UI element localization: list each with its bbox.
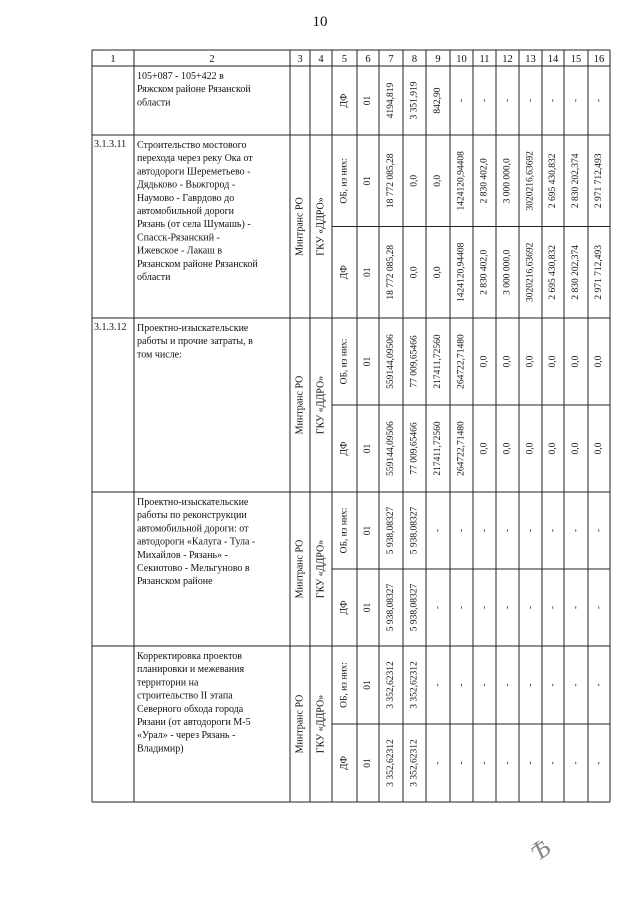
amount-cell: - bbox=[525, 98, 536, 103]
amount-cell: - bbox=[571, 761, 581, 765]
amount-cell: - bbox=[502, 528, 513, 533]
amount-cell: 3 352,62312 bbox=[386, 661, 396, 709]
amount-cell: - bbox=[571, 98, 581, 103]
header-cell: 15 bbox=[570, 54, 582, 65]
row-number: 3.1.3.11 bbox=[94, 139, 127, 150]
executor-org: ГКУ «ДДРО» bbox=[315, 694, 327, 754]
row-name-line: Проектно-изыскательские bbox=[137, 323, 249, 334]
amount-cell: 2 830 402,0 bbox=[479, 158, 490, 204]
row-name-line: том числе: bbox=[137, 349, 182, 361]
row-name-line: Проектно-изыскательские bbox=[137, 497, 249, 508]
responsible-org: Минтранс РО bbox=[294, 539, 306, 599]
amount-cell: - bbox=[594, 605, 604, 610]
row-name-line: Спасск-Рязанский - bbox=[137, 232, 220, 244]
header-cell: 2 bbox=[209, 54, 215, 65]
executor-org: ГКУ «ДДРО» bbox=[315, 197, 327, 256]
amount-cell: 0,0 bbox=[525, 442, 536, 455]
amount-cell: 0,0 bbox=[433, 266, 443, 279]
amount-cell: - bbox=[571, 605, 581, 610]
amount-cell: 0,0 bbox=[409, 266, 420, 279]
amount-cell: 2 830 202,374 bbox=[571, 244, 581, 300]
funding-source: ДФ bbox=[339, 265, 350, 280]
row-name-line: Михайлов - Рязань» - bbox=[137, 549, 228, 561]
row-name-line: автомобильной дороги: от bbox=[137, 523, 249, 535]
row-name-line: Корректировка проектов bbox=[137, 651, 243, 662]
amount-cell: 3020216,63692 bbox=[525, 242, 536, 302]
amount-cell: 2 830 402,0 bbox=[479, 249, 490, 295]
amount-cell: 3 352,62312 bbox=[409, 739, 420, 787]
amount-cell: - bbox=[456, 528, 467, 533]
code-cell: 01 bbox=[363, 602, 373, 613]
code-cell: 01 bbox=[363, 267, 373, 277]
code-cell: 01 bbox=[363, 443, 373, 454]
amount-cell: 0,0 bbox=[571, 442, 581, 455]
amount-cell: 2 695 430,832 bbox=[548, 244, 558, 300]
row-name-line: Рязанском районе Рязанской bbox=[137, 258, 258, 270]
amount-cell: 0,0 bbox=[409, 174, 420, 187]
amount-cell: 0,0 bbox=[502, 355, 513, 368]
amount-cell: - bbox=[594, 528, 604, 533]
amount-cell: 0,0 bbox=[433, 174, 443, 187]
amount-cell: - bbox=[502, 98, 513, 103]
amount-cell: - bbox=[456, 761, 467, 765]
amount-cell: 559144,09506 bbox=[386, 334, 396, 389]
amount-cell: 18 772 085,28 bbox=[386, 153, 396, 209]
amount-cell: 2 695 430,832 bbox=[548, 153, 558, 209]
header-cell: 4 bbox=[318, 54, 324, 65]
executor-org: ГКУ «ДДРО» bbox=[315, 375, 327, 435]
amount-cell: - bbox=[479, 683, 490, 687]
amount-cell: - bbox=[525, 683, 536, 687]
row-name-line: Наумово - Гаврдово до bbox=[137, 192, 235, 204]
funding-source: ОБ, из них: bbox=[339, 507, 350, 554]
row-name-line: работы и прочие затраты, в bbox=[137, 336, 253, 348]
amount-cell: - bbox=[479, 528, 490, 533]
amount-cell: 3 000 000,0 bbox=[502, 249, 513, 295]
funding-source: ОБ, из них: bbox=[339, 662, 350, 708]
amount-cell: - bbox=[433, 761, 443, 765]
header-cell: 5 bbox=[341, 54, 348, 65]
amount-cell: 559144,09506 bbox=[386, 421, 396, 476]
row-name-line: перехода через реку Ока от bbox=[137, 153, 253, 165]
code-cell: 01 bbox=[363, 356, 373, 367]
amount-cell: 1424120,94408 bbox=[456, 242, 467, 302]
amount-cell: 18 772 085,28 bbox=[386, 244, 396, 300]
row-name-line: автодороги «Калуга - Тула - bbox=[137, 536, 256, 548]
amount-cell: - bbox=[433, 528, 443, 533]
page-number: 10 bbox=[312, 14, 328, 30]
header-cell: 9 bbox=[435, 54, 441, 65]
amount-cell: 0,0 bbox=[548, 442, 558, 455]
amount-cell: - bbox=[479, 605, 490, 610]
amount-cell: 77 009,65466 bbox=[409, 422, 420, 475]
amount-cell: 2 830 202,374 bbox=[571, 153, 581, 209]
header-cell: 7 bbox=[388, 54, 394, 65]
amount-cell: 5 938,08327 bbox=[386, 506, 396, 555]
row-name-line: области bbox=[137, 272, 171, 283]
amount-cell: 2 971 712,493 bbox=[594, 244, 604, 300]
header-cell: 14 bbox=[547, 54, 559, 65]
amount-cell: - bbox=[456, 683, 467, 687]
row-name-line: Северного обхода города bbox=[137, 703, 244, 715]
row-name-line: Ижевское - Лакаш в bbox=[137, 245, 223, 257]
row-name-line: «Урал» - через Рязань - bbox=[137, 730, 236, 742]
amount-cell: 77 009,65466 bbox=[409, 335, 420, 388]
header-cell: 8 bbox=[411, 54, 418, 65]
amount-cell: - bbox=[594, 761, 604, 765]
amount-cell: 4194,819 bbox=[386, 82, 396, 119]
row-name-line: автомобильной дороги bbox=[137, 206, 235, 217]
amount-cell: - bbox=[479, 761, 490, 765]
funding-source: ДФ bbox=[339, 93, 350, 108]
funding-source: ДФ bbox=[339, 441, 350, 456]
row-name-line: территории на bbox=[137, 677, 199, 689]
amount-cell: 0,0 bbox=[525, 355, 536, 368]
row-name-line: Ряжском районе Рязанской bbox=[137, 84, 251, 96]
row-name-line: работы по реконструкции bbox=[137, 510, 247, 522]
amount-cell: - bbox=[548, 605, 558, 610]
amount-cell: 5 938,08327 bbox=[409, 583, 420, 632]
header-cell: 11 bbox=[479, 54, 490, 65]
signature-mark: Ѣ bbox=[524, 832, 556, 867]
amount-cell: 0,0 bbox=[594, 355, 604, 368]
row-number: 3.1.3.12 bbox=[94, 322, 127, 333]
amount-cell: 217411,72560 bbox=[433, 334, 443, 389]
amount-cell: - bbox=[456, 98, 467, 103]
amount-cell: 3 351,919 bbox=[409, 81, 420, 120]
amount-cell: - bbox=[502, 605, 513, 610]
amount-cell: - bbox=[433, 605, 443, 610]
funding-source: ОБ, из них: bbox=[339, 338, 350, 385]
amount-cell: 3 352,62312 bbox=[409, 661, 420, 709]
amount-cell: - bbox=[456, 605, 467, 610]
amount-cell: 3 000 000,0 bbox=[502, 158, 513, 204]
row-name-line: Строительство мостового bbox=[137, 140, 247, 151]
amount-cell: - bbox=[479, 98, 490, 103]
responsible-org: Минтранс РО bbox=[294, 694, 306, 754]
amount-cell: 264722,71480 bbox=[456, 421, 467, 476]
code-cell: 01 bbox=[363, 176, 373, 186]
code-cell: 01 bbox=[363, 525, 373, 536]
amount-cell: - bbox=[525, 605, 536, 610]
amount-cell: - bbox=[525, 761, 536, 765]
amount-cell: 0,0 bbox=[502, 442, 513, 455]
amount-cell: 5 938,08327 bbox=[386, 583, 396, 632]
row-name-line: Рязани (от автодороги М-5 bbox=[137, 717, 251, 728]
row-name-line: Рязанском районе bbox=[137, 576, 213, 588]
amount-cell: - bbox=[548, 528, 558, 533]
funding-source: ДФ bbox=[339, 600, 350, 615]
executor-org: ГКУ «ДДРО» bbox=[315, 539, 327, 599]
responsible-org: Минтранс РО bbox=[294, 197, 306, 256]
row-name-line: строительство II этапа bbox=[137, 690, 233, 702]
amount-cell: - bbox=[571, 683, 581, 687]
header-cell: 1 bbox=[110, 54, 116, 65]
amount-cell: 217411,72560 bbox=[433, 421, 443, 476]
amount-cell: 3 352,62312 bbox=[386, 739, 396, 787]
amount-cell: 842,90 bbox=[433, 87, 443, 114]
amount-cell: - bbox=[594, 683, 604, 687]
row-name-line: автодороги Шереметьево - bbox=[137, 166, 251, 178]
amount-cell: - bbox=[548, 761, 558, 765]
code-cell: 01 bbox=[363, 680, 373, 690]
amount-cell: 264722,71480 bbox=[456, 334, 467, 389]
code-cell: 01 bbox=[363, 758, 373, 768]
row-name-line: области bbox=[137, 97, 171, 109]
row-name-line: 105+087 - 105+422 в bbox=[137, 71, 224, 82]
amount-cell: 2 971 712,493 bbox=[594, 153, 604, 209]
responsible-org: Минтранс РО bbox=[294, 375, 306, 435]
row-name-line: Рязань (от села Шумашь) - bbox=[137, 219, 251, 231]
funding-source: ДФ bbox=[339, 756, 350, 770]
header-cell: 6 bbox=[365, 54, 371, 65]
amount-cell: 0,0 bbox=[548, 355, 558, 368]
amount-cell: - bbox=[525, 528, 536, 533]
header-cell: 12 bbox=[502, 54, 513, 65]
header-cell: 3 bbox=[297, 54, 303, 65]
code-cell: 01 bbox=[363, 95, 373, 106]
row-name-line: Секиотово - Мельгуново в bbox=[137, 563, 250, 574]
header-cell: 10 bbox=[456, 54, 467, 65]
amount-cell: 0,0 bbox=[479, 442, 490, 455]
amount-cell: 1424120,94408 bbox=[456, 151, 467, 211]
amount-cell: - bbox=[502, 683, 513, 687]
header-cell: 16 bbox=[593, 54, 605, 65]
amount-cell: - bbox=[548, 98, 558, 103]
amount-cell: - bbox=[502, 761, 513, 765]
amount-cell: - bbox=[571, 528, 581, 533]
row-name-line: Дядьково - Выжгород - bbox=[137, 179, 236, 191]
funding-source: ОБ, из них: bbox=[339, 157, 350, 204]
amount-cell: 0,0 bbox=[479, 355, 490, 368]
amount-cell: 3020216,63692 bbox=[525, 151, 536, 211]
amount-cell: - bbox=[594, 98, 604, 103]
row-name-line: Владимир) bbox=[137, 743, 184, 755]
amount-cell: 5 938,08327 bbox=[409, 506, 420, 555]
amount-cell: 0,0 bbox=[594, 442, 604, 455]
header-cell: 13 bbox=[525, 54, 536, 65]
amount-cell: 0,0 bbox=[571, 355, 581, 368]
amount-cell: - bbox=[548, 683, 558, 687]
amount-cell: - bbox=[433, 683, 443, 687]
row-name-line: планировки и межевания bbox=[137, 664, 245, 676]
